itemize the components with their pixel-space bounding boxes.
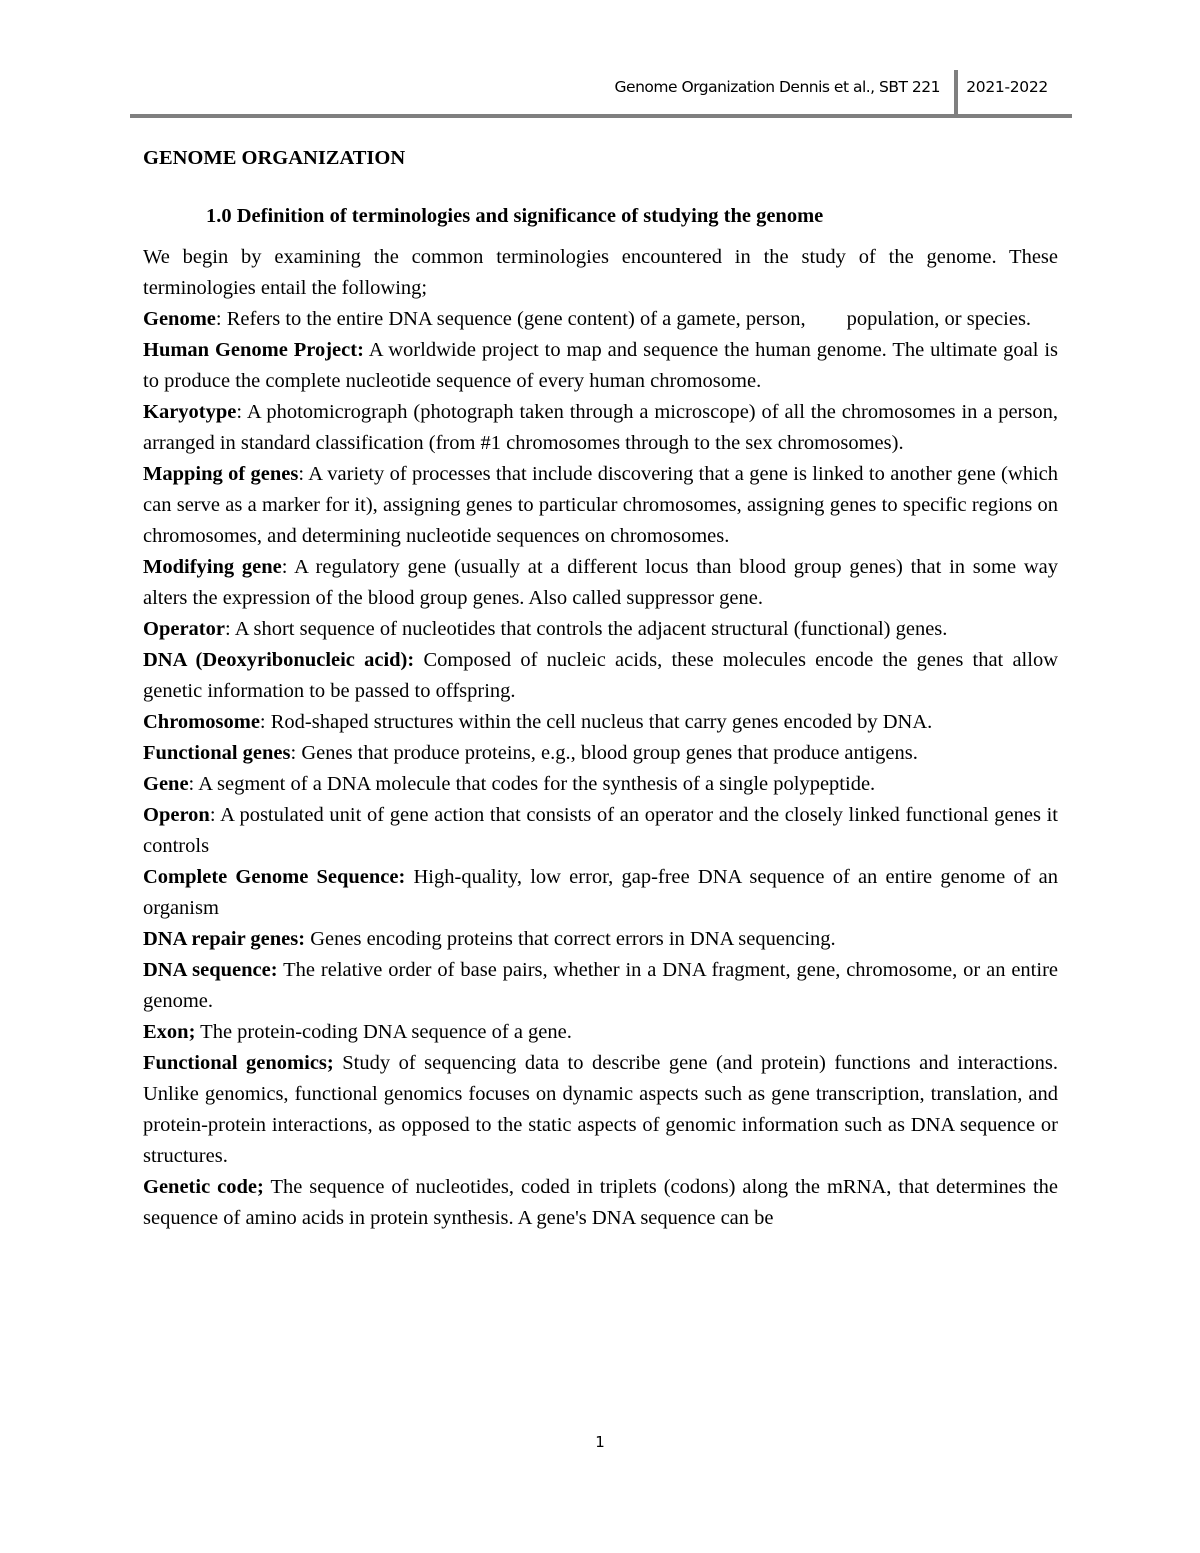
definition-text: The sequence of nucleotides, coded in triplets (codons) along the mRNA, that determines the sequence of amino acids in protein synthesis. A gene's DNA sequence can be xyxy=(143,1176,1059,1229)
definition-separator: : xyxy=(209,804,221,826)
definition-separator: : xyxy=(224,618,235,640)
definition-separator: : xyxy=(188,773,199,795)
header-year: 2021-2022 xyxy=(966,78,1048,96)
definition-item xyxy=(143,1017,1058,1048)
definition-text: Genes that produce proteins, e.g., blood group genes that produce antigens. xyxy=(301,742,918,764)
definition-item xyxy=(143,459,1058,552)
definition-separator xyxy=(405,866,413,888)
definition-text: Genes encoding proteins that correct errors in DNA sequencing. xyxy=(310,928,836,950)
definition-text: A variety of processes that include discovering that a gene is linked to another gene (which can serve as a marker for it), assigning genes to particular chromosomes, assigning genes to specific regions on chromosomes, and determining nucleotide sequences on chromosomes. xyxy=(143,463,1058,547)
definition-text: A short sequence of nucleotides that controls the adjacent structural (functional) genes. xyxy=(234,618,948,640)
definition-term: Complete Genome Sequence: xyxy=(143,866,406,888)
definition-separator: : xyxy=(236,401,247,423)
definition-text: Refers to the entire DNA sequence (gene content) of a gamete, person, population, or species. xyxy=(226,308,1032,330)
definition-separator: : xyxy=(259,711,271,733)
definition-term: Chromosome xyxy=(143,711,260,733)
definition-item xyxy=(143,1048,1058,1172)
definition-term: Genetic code; xyxy=(143,1176,264,1198)
header-rule xyxy=(130,114,1072,118)
definition-text: A photomicrograph (photograph taken through a microscope) of all the chromosomes in a person, arranged in standard classification (from #1 chromosomes through to the sex chromosomes). xyxy=(143,401,1058,454)
definition-item xyxy=(143,738,1058,769)
definition-item xyxy=(143,707,1058,738)
definition-item xyxy=(143,552,1058,614)
definition-separator: : xyxy=(298,463,309,485)
definition-item xyxy=(143,304,1058,335)
definition-separator: : xyxy=(215,308,227,330)
definition-term: DNA (Deoxyribonucleic acid): xyxy=(143,649,415,671)
definition-term: DNA repair genes: xyxy=(143,928,306,950)
definition-separator: : xyxy=(281,556,295,578)
definition-text: A segment of a DNA molecule that codes for the synthesis of a single polypeptide. xyxy=(198,773,876,795)
definition-term: Karyotype xyxy=(143,401,237,423)
definition-term: Human Genome Project: xyxy=(143,339,364,361)
definition-list xyxy=(143,304,1058,1234)
definition-item xyxy=(143,769,1058,800)
definition-term: Functional genes xyxy=(143,742,291,764)
definition-text: Composed of nucleic acids, these molecules encode the genes that allow genetic information to be passed to offspring. xyxy=(143,649,1059,702)
section-heading: 1.0 Definition of terminologies and significance of studying the genome xyxy=(206,205,824,227)
definition-item xyxy=(143,397,1058,459)
page-number: 1 xyxy=(595,1433,605,1451)
definition-item xyxy=(143,800,1058,862)
definition-text: Rod-shaped structures within the cell nucleus that carry genes encoded by DNA. xyxy=(270,711,933,733)
definition-item xyxy=(143,924,1058,955)
header-title: Genome Organization Dennis et al., SBT 221 xyxy=(614,78,940,96)
intro-paragraph: We begin by examining the common terminologies encountered in the study of the genome. These terminologies entail the following; xyxy=(143,246,1058,299)
definition-item xyxy=(143,1172,1058,1234)
definition-item xyxy=(143,335,1058,397)
definition-item xyxy=(143,645,1058,707)
definition-term: Mapping of genes xyxy=(143,463,299,485)
definition-separator xyxy=(334,1052,343,1074)
definition-separator: : xyxy=(290,742,302,764)
definition-text: High-quality, low error, gap-free DNA sequence of an entire genome of an organism xyxy=(143,866,1059,919)
definition-term: Genome xyxy=(143,308,216,330)
definition-item xyxy=(143,955,1058,1017)
definition-text: Study of sequencing data to describe gene (and protein) functions and interactions. Unlike genomics, functional genomics focuses on dynamic aspects such as gene transcription, translation, and protein-protein interactions, as opposed to the static aspects of genomic information such as DNA sequence or structures. xyxy=(143,1052,1059,1167)
definition-text: The relative order of base pairs, whether in a DNA fragment, gene, chromosome, or an entire genome. xyxy=(143,959,1058,1012)
header-separator xyxy=(954,70,958,114)
definition-term: Functional genomics; xyxy=(143,1052,334,1074)
definition-term: Operon xyxy=(143,804,210,826)
definition-item xyxy=(143,614,1058,645)
definition-term: Modifying gene xyxy=(143,556,282,578)
page-header xyxy=(130,70,1072,118)
definition-text: A worldwide project to map and sequence the human genome. The ultimate goal is to produce the complete nucleotide sequence of every human chromosome. xyxy=(143,339,1059,392)
definition-term: Exon; xyxy=(143,1021,196,1043)
definition-term: Operator xyxy=(143,618,225,640)
definition-text: A regulatory gene (usually at a different locus than blood group genes) that in some way alters the expression of the blood group genes. Also called suppressor gene. xyxy=(143,556,1059,609)
document-title: GENOME ORGANIZATION xyxy=(143,147,406,169)
definition-text: The protein-coding DNA sequence of a gene. xyxy=(200,1021,572,1043)
definition-item xyxy=(143,862,1058,924)
definition-term: Gene xyxy=(143,773,189,795)
document-body xyxy=(143,140,1058,1234)
definition-term: DNA sequence: xyxy=(143,959,278,981)
definition-text: A postulated unit of gene action that consists of an operator and the closely linked functional genes it controls xyxy=(143,804,1058,857)
